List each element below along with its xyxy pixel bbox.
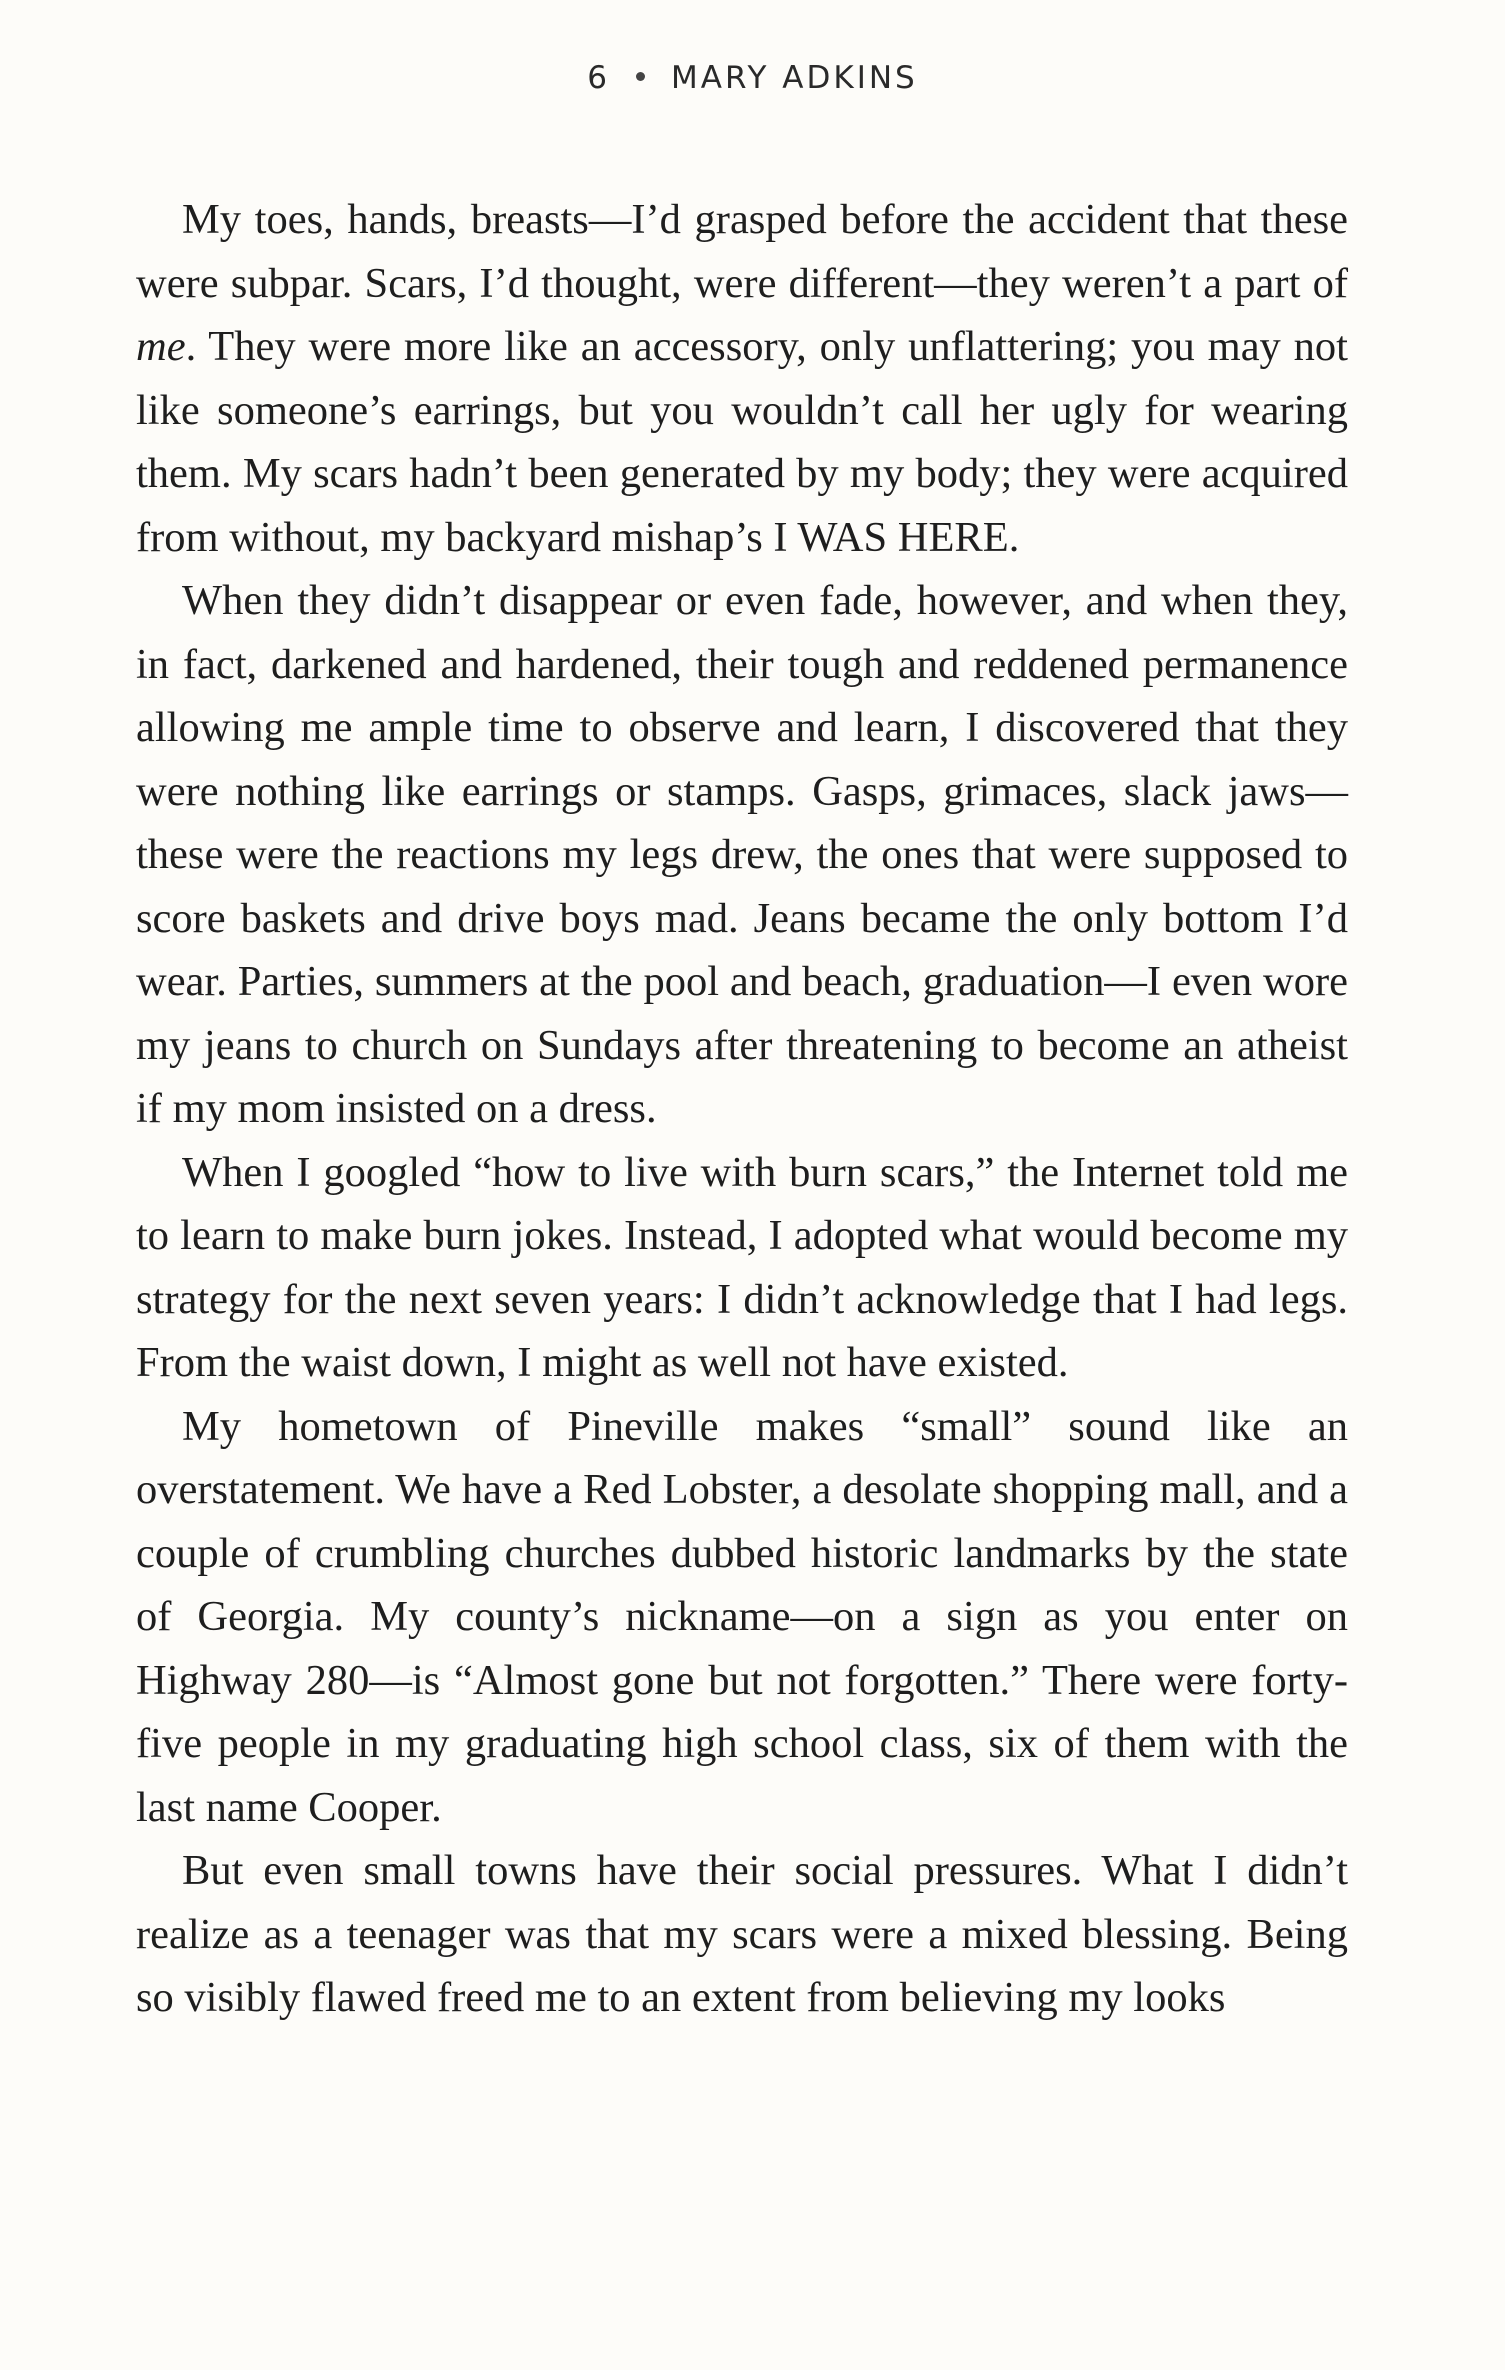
paragraph-1 bbox=[136, 188, 1348, 569]
paragraph-4: My hometown of Pineville makes “small” sound like an overstatement. We have a Red Lobster, a desolate shopping mall, and a couple of crumbling churches dubbed historic landmarks by the state of Georgia. My county’s nickname—on a sign as you enter on Highway 280—is “Almost gone but not forgotten.” There were forty-five people in my graduating high school class, six of them with the last name Cooper. bbox=[136, 1402, 1348, 1831]
paragraph-5: But even small towns have their social pressures. What I didn’t realize as a teenager was that my scars were a mixed blessing. Being so visibly flawed freed me to an extent from believing my looks bbox=[136, 1847, 1348, 2021]
running-head bbox=[0, 60, 1505, 96]
page-number: 6 bbox=[587, 60, 610, 96]
bullet-separator-icon bbox=[636, 72, 645, 81]
paragraph-3: When I googled “how to live with burn scars,” the Internet told me to learn to make burn jokes. Instead, I adopted what would become my strategy for the next seven years: I didn’t acknowledge that I had legs. From the waist down, I might as well not have existed. bbox=[136, 1148, 1348, 1386]
paragraph-2: When they didn’t disappear or even fade, however, and when they, in fact, darkened and hardened, their tough and reddened permanence allowing me ample time to observe and learn, I discovered that they were nothing like earrings or stamps. Gasps, grimaces, slack jaws—these were the reactions my legs drew, the ones that were supposed to score baskets and drive boys mad. Jeans became the only bottom I’d wear. Parties, summers at the pool and beach, graduation—I even wore my jeans to church on Sundays after threatening to become an atheist if my mom insisted on a dress. bbox=[136, 577, 1348, 1132]
paragraph-1-after: . They were more like an accessory, only unflattering; you may not like someone’s earrings, but you wouldn’t call her ugly for wearing them. My scars hadn’t been generated by my body; they were acquired from without, my backyard mishap’s I WAS HERE. bbox=[136, 323, 1348, 561]
paragraph-1-emphasis: me bbox=[136, 323, 186, 370]
paragraph-1-before: My toes, hands, breasts—I’d grasped before the accident that these were subpar. Scars, I’d thought, were different—they weren’t a part of bbox=[136, 196, 1348, 307]
author-name: MARY ADKINS bbox=[671, 60, 918, 96]
body-text bbox=[136, 188, 1348, 2030]
